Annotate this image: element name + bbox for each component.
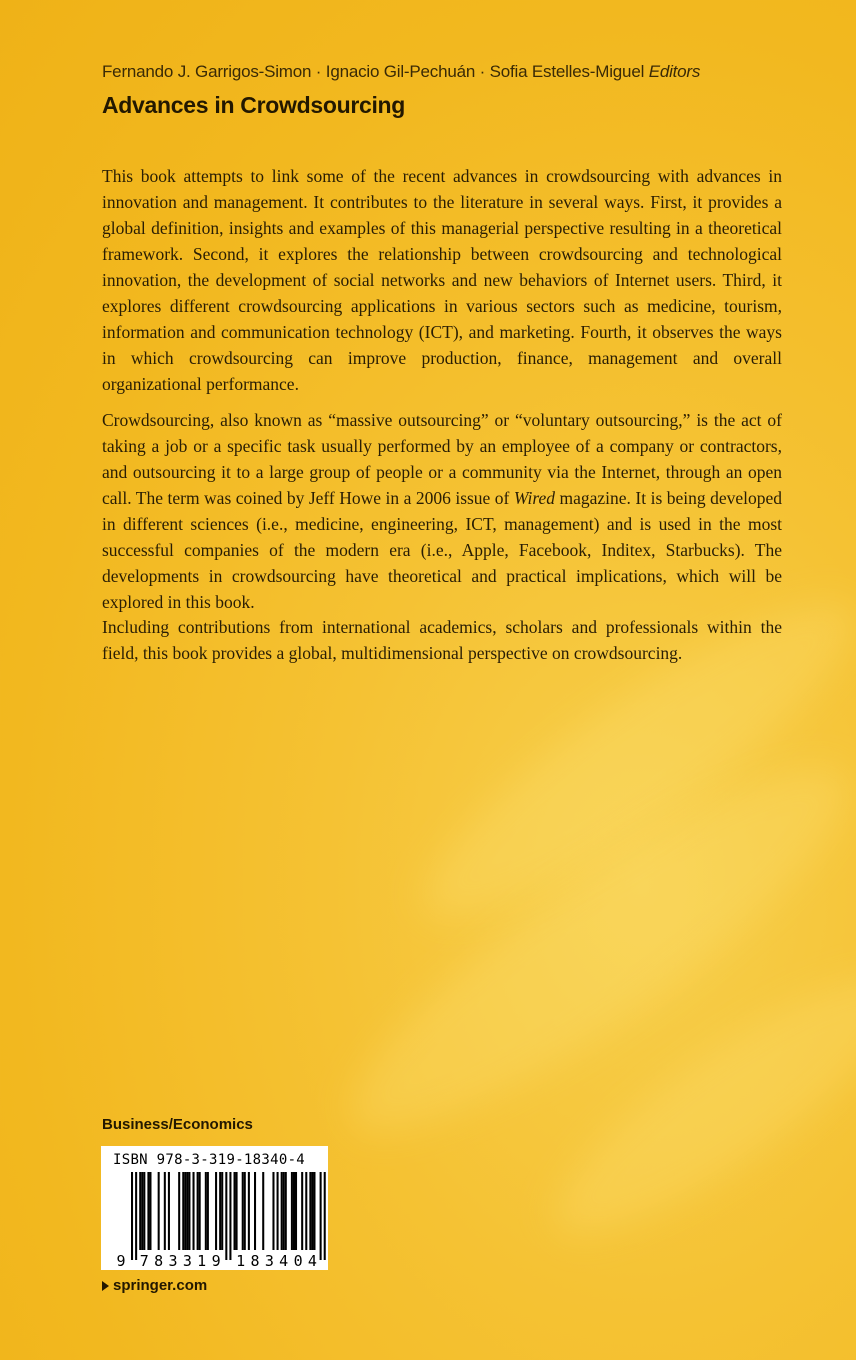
barcode-digit: 3: [182, 1252, 192, 1270]
barcode-bar: [225, 1172, 227, 1260]
barcode-bar: [219, 1172, 221, 1250]
barcode-digit: 1: [197, 1252, 207, 1270]
barcode-digit: 7: [139, 1252, 149, 1270]
barcode-digit: 3: [168, 1252, 178, 1270]
barcode-bar: [313, 1172, 315, 1250]
barcode-bar: [324, 1172, 326, 1260]
barcode-digit: 0: [293, 1252, 303, 1270]
barcode-bar: [199, 1172, 201, 1250]
barcode-bar: [141, 1172, 143, 1250]
barcode-bar: [186, 1172, 188, 1250]
blurb-paragraph-3: Including contributions from international academics, scholars and professionals within the field, this book provides a global, multidimensional perspective on crowdsourcing.: [102, 617, 782, 663]
barcode-bar: [277, 1172, 279, 1250]
editors-line: [102, 62, 802, 82]
barcode-digit: 9: [211, 1252, 221, 1270]
author-separator: ·: [311, 62, 326, 81]
barcode-digit: 4: [307, 1252, 317, 1270]
barcode-bar: [168, 1172, 170, 1250]
author-2: Ignacio Gil-Pechuán: [325, 62, 476, 81]
author-3: Sofia Estelles-Miguel: [489, 62, 645, 81]
author-separator: ·: [475, 62, 490, 81]
barcode-bar: [295, 1172, 297, 1250]
blurb-p2-end: magazine. It is being developed in different sciences (i.e., medicine, engineering, ICT, management) and is used in the most successful companies of the modern era (i.e., Apple, Facebook, Inditex, Starbucks). The developments in crowdsourcing have theoretical and practical implications, which will be explored in this book.: [102, 488, 783, 612]
barcode-digit: 9: [116, 1252, 126, 1270]
barcode-bar: [143, 1172, 145, 1250]
barcode-bar: [193, 1172, 195, 1250]
arrow-right-icon: [102, 1281, 109, 1291]
barcode-bar: [234, 1172, 236, 1250]
barcode-bar: [254, 1172, 256, 1250]
barcode-bar: [205, 1172, 207, 1250]
barcode-bar: [215, 1172, 217, 1250]
barcode-bar: [311, 1172, 313, 1250]
barcode-bar: [305, 1172, 307, 1250]
barcode-bar: [262, 1172, 264, 1250]
barcode-bar: [244, 1172, 246, 1250]
barcode-bar: [188, 1172, 190, 1250]
barcode-digit: 3: [264, 1252, 274, 1270]
editors-label: Editors: [648, 62, 701, 81]
barcode-bar: [320, 1172, 322, 1260]
barcode-bar: [309, 1172, 311, 1250]
barcode-bar: [197, 1172, 199, 1250]
barcode-bar: [158, 1172, 160, 1250]
barcode-bar: [182, 1172, 184, 1250]
barcode-bar: [272, 1172, 274, 1250]
barcode-bar: [236, 1172, 238, 1250]
subject-category: Business/Economics: [102, 1116, 253, 1133]
barcode-digit: 1: [236, 1252, 246, 1270]
barcode-bar: [283, 1172, 285, 1250]
barcode-bar: [229, 1172, 231, 1260]
barcode-bar: [135, 1172, 137, 1260]
barcode-bar: [184, 1172, 186, 1250]
barcode-bar: [207, 1172, 209, 1250]
barcode-bar: [139, 1172, 141, 1250]
barcode-bar: [164, 1172, 166, 1250]
blurb-paragraph-2: [102, 407, 782, 615]
barcode-bar: [242, 1172, 244, 1250]
isbn-label: ISBN 978-3-319-18340-4: [113, 1152, 306, 1168]
author-1: Fernando J. Garrigos-Simon: [102, 62, 312, 81]
isbn-barcode: [101, 1146, 328, 1270]
barcode-digit: 8: [154, 1252, 164, 1270]
barcode-bar: [147, 1172, 149, 1250]
barcode-bar: [293, 1172, 295, 1250]
blurb-p2-start: Crowdsourcing, also known as “massive outsourcing” or “voluntary outsourcing,” is the act of taking a job or a specific task usually performed by an employee of a company or contractors, and outsourcing it to a large group of people or a community via the Internet, through an open call. The term was coined by Jeff Howe in a 2006 issue of: [102, 410, 782, 508]
barcode-bar: [291, 1172, 293, 1250]
barcode-bar: [221, 1172, 223, 1250]
publisher-website[interactable]: [102, 1277, 207, 1294]
barcode-bar: [248, 1172, 250, 1250]
barcode-bar: [149, 1172, 151, 1250]
blurb-paragraph-1: This book attempts to link some of the recent advances in crowdsourcing with advances in innovation and management. It contributes to the literature in several ways. First, it provides a global definition, insights and examples of this managerial perspective resulting in a theoretical framework. Second, it explores the relationship between crowdsourcing and technological innovation, the development of social networks and new behaviors of Internet users. Third, it explores different crowdsourcing applications in various sectors such as medicine, tourism, information and communication technology (ICT), and marketing. Fourth, it observes the ways in which crowdsourcing can improve production, finance, management and overall organizational performance.: [102, 166, 782, 394]
barcode-digit: 8: [250, 1252, 260, 1270]
barcode-bar: [285, 1172, 287, 1250]
barcode-bar: [281, 1172, 283, 1250]
magazine-name: Wired: [513, 488, 556, 508]
barcode-bar: [131, 1172, 133, 1260]
barcode-digit: 4: [279, 1252, 289, 1270]
book-title: Advances in Crowdsourcing: [102, 92, 406, 118]
barcode-bar: [301, 1172, 303, 1250]
website-label: springer.com: [113, 1277, 208, 1294]
barcode-bar: [178, 1172, 180, 1250]
